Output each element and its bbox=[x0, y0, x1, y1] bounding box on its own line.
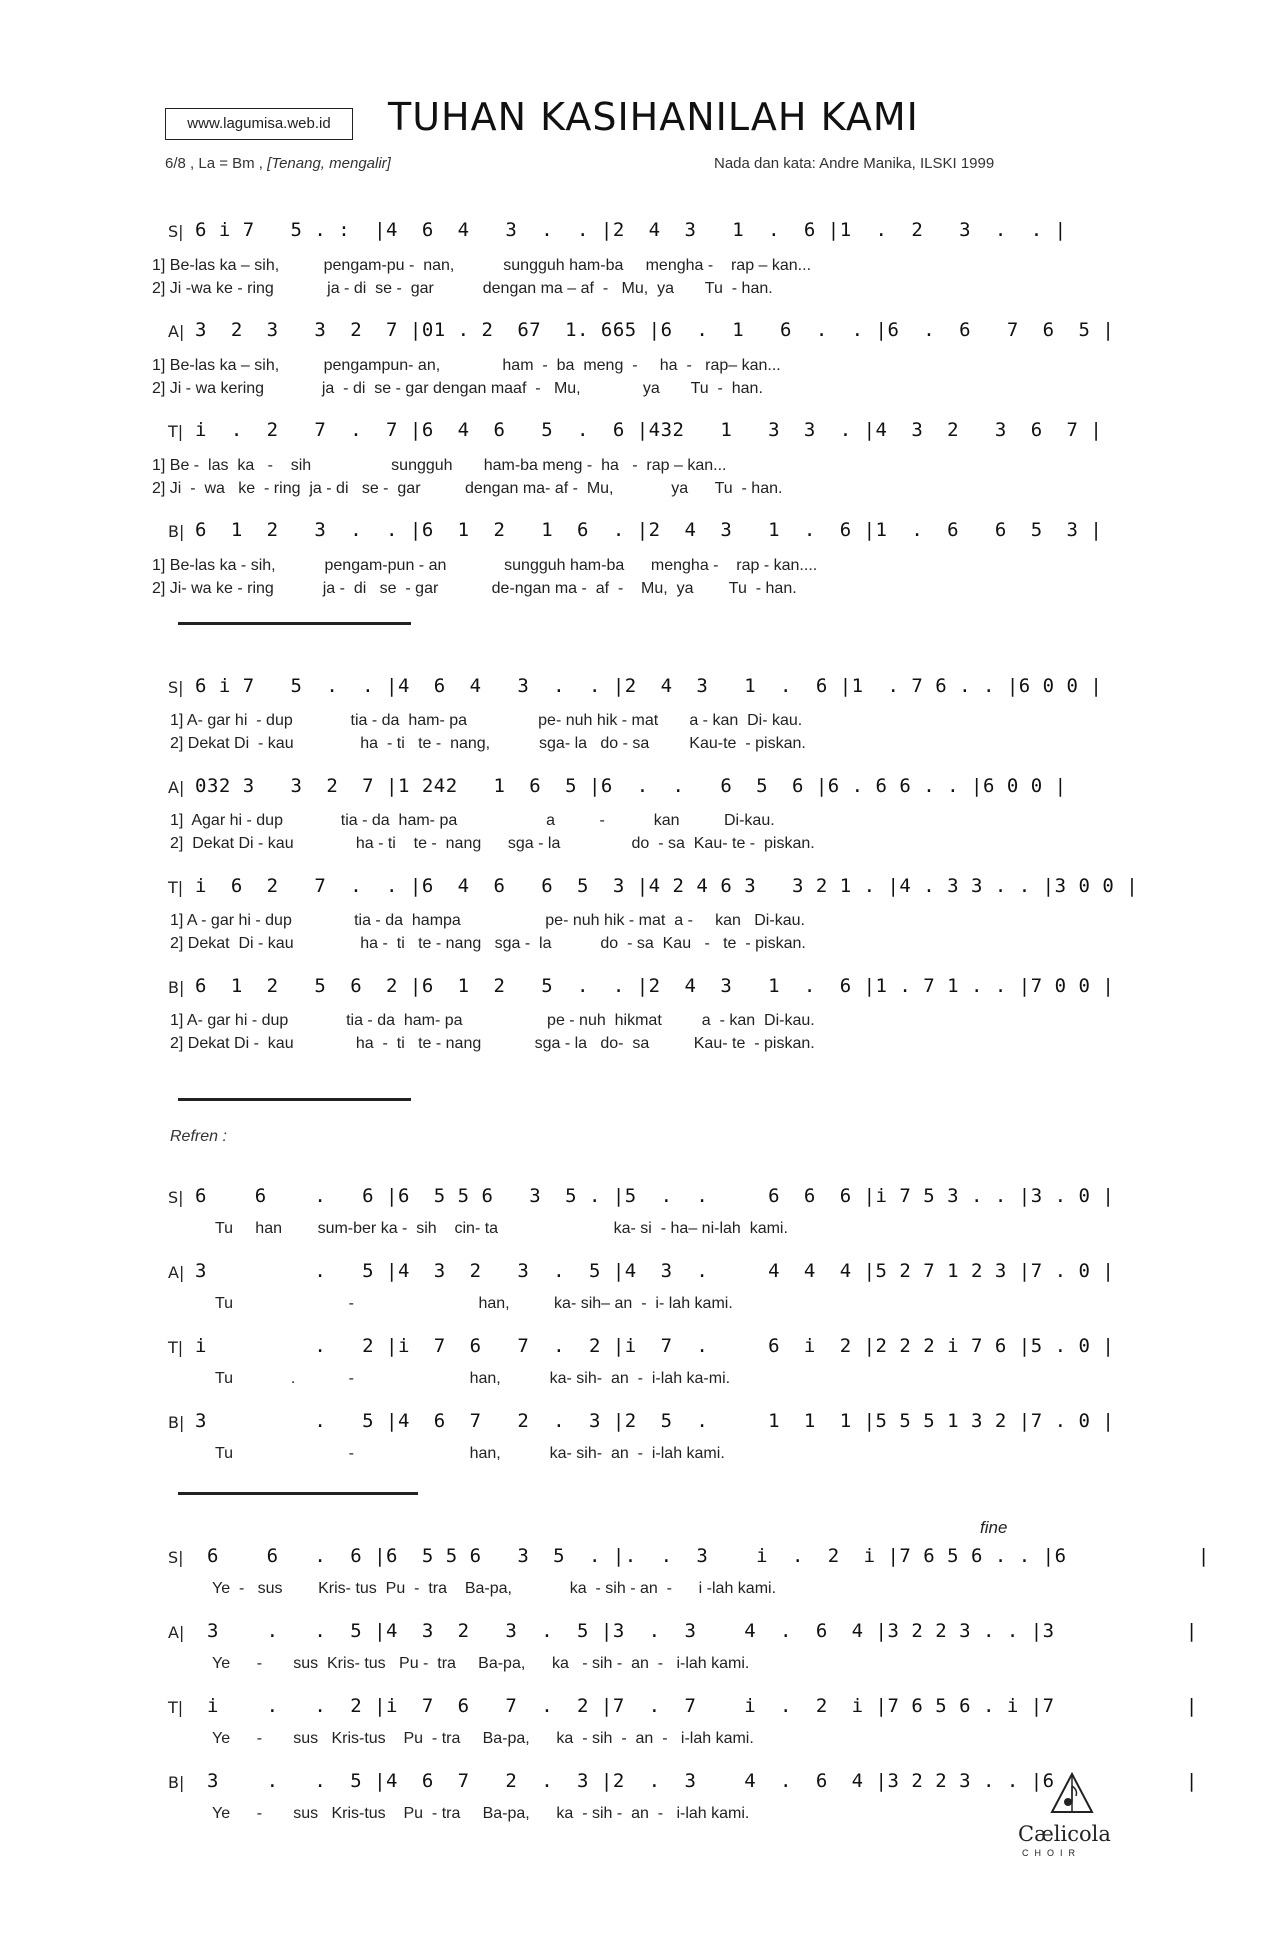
notes-line: 6 6 . 6 |6 5 5 6 3 5 . |. . 3 i . 2 i |7 6 5 6 . . |6 | bbox=[195, 1545, 1210, 1567]
voice-label: T| bbox=[168, 422, 184, 441]
lyric-line: 2] Ji -wa ke - ring ja - di se - gar dengan ma – af - Mu, ya Tu - han. bbox=[152, 280, 773, 297]
lyric-line: Ye - sus Kris- tus Pu - tra Ba-pa, ka - sih - an - i -lah kami. bbox=[212, 1580, 777, 1597]
notes-line: i . 2 |i 7 6 7 . 2 |i 7 . 6 i 2 |2 2 2 i 7 6 |5 . 0 | bbox=[195, 1335, 1115, 1357]
voice-label: T| bbox=[168, 1698, 184, 1717]
notes-line: 6 1 2 3 . . |6 1 2 1 6 . |2 4 3 1 . 6 |1 . 6 6 5 3 | bbox=[195, 519, 1103, 541]
lyric-line: 1] Be-las ka - sih, pengam-pun - an sungguh ham-ba mengha - rap - kan.... bbox=[152, 557, 818, 574]
tempo-marking: [Tenang, mengalir] bbox=[267, 155, 391, 172]
site-label: www.lagumisa.web.id bbox=[165, 108, 353, 140]
lyric-line: Tu - han, ka- sih– an - i- lah kami. bbox=[215, 1295, 733, 1312]
logo-subtitle: CHOIR bbox=[1022, 1848, 1081, 1858]
lyric-line: Ye - sus Kris-tus Pu - tra Ba-pa, ka - sih - an - i-lah kami. bbox=[212, 1730, 754, 1747]
lyric-line: 2] Dekat Di - kau ha - ti te - nang sga - la do - sa Kau - te - piskan. bbox=[170, 935, 806, 952]
voice-label: A| bbox=[168, 778, 185, 797]
notes-line: 6 1 2 5 6 2 |6 1 2 5 . . |2 4 3 1 . 6 |1 . 7 1 . . |7 0 0 | bbox=[195, 975, 1115, 997]
notes-line: 6 6 . 6 |6 5 5 6 3 5 . |5 . . 6 6 6 |i 7 5 3 . . |3 . 0 | bbox=[195, 1185, 1115, 1207]
voice-label: S| bbox=[168, 222, 184, 241]
notes-line: 3 . 5 |4 3 2 3 . 5 |4 3 . 4 4 4 |5 2 7 1 2 3 |7 . 0 | bbox=[195, 1260, 1115, 1282]
lyric-line: 2] Ji- wa ke - ring ja - di se - gar de-ngan ma - af - Mu, ya Tu - han. bbox=[152, 580, 797, 597]
lyric-line: 2] Ji - wa ke - ring ja - di se - gar dengan ma- af - Mu, ya Tu - han. bbox=[152, 480, 783, 497]
voice-label: A| bbox=[168, 322, 185, 341]
lyric-line: Tu . - han, ka- sih- an - i-lah ka-mi. bbox=[215, 1370, 731, 1387]
lyric-line: Ye - sus Kris- tus Pu - tra Ba-pa, ka - sih - an - i-lah kami. bbox=[212, 1655, 750, 1672]
notes-line: 6 i 7 5 . : |4 6 4 3 . . |2 4 3 1 . 6 |1 . 2 3 . . | bbox=[195, 219, 1067, 241]
notes-line: 032 3 3 2 7 |1 242 1 6 5 |6 . . 6 5 6 |6 . 6 6 . . |6 0 0 | bbox=[195, 775, 1067, 797]
voice-label: B| bbox=[168, 1773, 185, 1792]
lyric-line: 1] Agar hi - dup tia - da ham- pa a - kan Di-kau. bbox=[170, 812, 775, 829]
lyric-line: 1] A- gar hi - dup tia - da ham- pa pe - nuh hikmat a - kan Di-kau. bbox=[170, 1012, 815, 1029]
logo-name: Cælicola bbox=[1018, 1822, 1111, 1846]
lyric-line: 2] Dekat Di - kau ha - ti te - nang sga - la do- sa Kau- te - piskan. bbox=[170, 1035, 815, 1052]
lyric-line: Tu - han, ka- sih- an - i-lah kami. bbox=[215, 1445, 725, 1462]
voice-label: T| bbox=[168, 1338, 184, 1357]
notes-line: i 6 2 7 . . |6 4 6 6 5 3 |4 2 4 6 3 3 2 1 . |4 . 3 3 . . |3 0 0 | bbox=[195, 875, 1139, 897]
refrain-label: Refren : bbox=[170, 1128, 227, 1145]
voice-label: B| bbox=[168, 522, 185, 541]
lyric-line: 2] Ji - wa kering ja - di se - gar dengan maaf - Mu, ya Tu - han. bbox=[152, 380, 763, 397]
voice-label: S| bbox=[168, 1548, 184, 1567]
lyric-line: 1] Be - las ka - sih sungguh ham-ba meng - ha - rap – kan... bbox=[152, 457, 727, 474]
composer-credit: Nada dan kata: Andre Manika, ILSKI 1999 bbox=[714, 155, 995, 172]
lyric-line: 1] A- gar hi - dup tia - da ham- pa pe- nuh hik - mat a - kan Di- kau. bbox=[170, 712, 803, 729]
notes-line: 3 2 3 3 2 7 |01 . 2 67 1. 665 |6 . 1 6 . . |6 . 6 7 6 5 | bbox=[195, 319, 1115, 341]
voice-label: B| bbox=[168, 978, 185, 997]
lyric-line: Tu han sum-ber ka - sih cin- ta ka- si - ha– ni-lah kami. bbox=[215, 1220, 788, 1237]
notes-line: i . . 2 |i 7 6 7 . 2 |7 . 7 i . 2 i |7 6 5 6 . i |7 | bbox=[195, 1695, 1198, 1717]
section-divider bbox=[178, 1492, 418, 1495]
notes-line: 3 . 5 |4 6 7 2 . 3 |2 5 . 1 1 1 |5 5 5 1 3 2 |7 . 0 | bbox=[195, 1410, 1115, 1432]
key-info bbox=[165, 155, 391, 172]
lyric-line: Ye - sus Kris-tus Pu - tra Ba-pa, ka - sih - an - i-lah kami. bbox=[212, 1805, 750, 1822]
section-divider bbox=[178, 1098, 411, 1101]
notes-line: 3 . . 5 |4 3 2 3 . 5 |3 . 3 4 . 6 4 |3 2 2 3 . . |3 | bbox=[195, 1620, 1198, 1642]
voice-label: S| bbox=[168, 678, 184, 697]
section-divider bbox=[178, 622, 411, 625]
lyric-line: 2] Dekat Di - kau ha - ti te - nang, sga- la do - sa Kau-te - piskan. bbox=[170, 735, 806, 752]
voice-label: B| bbox=[168, 1413, 185, 1432]
lyric-line: 2] Dekat Di - kau ha - ti te - nang sga - la do - sa Kau- te - piskan. bbox=[170, 835, 815, 852]
notes-line: i . 2 7 . 7 |6 4 6 5 . 6 |432 1 3 3 . |4 3 2 3 6 7 | bbox=[195, 419, 1103, 441]
voice-label: A| bbox=[168, 1623, 185, 1642]
notes-line: 6 i 7 5 . . |4 6 4 3 . . |2 4 3 1 . 6 |1 . 7 6 . . |6 0 0 | bbox=[195, 675, 1103, 697]
fine-marking: fine bbox=[980, 1518, 1008, 1537]
voice-label: S| bbox=[168, 1188, 184, 1207]
lyric-line: 1] A - gar hi - dup tia - da hampa pe- nuh hik - mat a - kan Di-kau. bbox=[170, 912, 805, 929]
choir-logo-icon bbox=[1048, 1770, 1096, 1818]
voice-label: T| bbox=[168, 878, 184, 897]
key-prefix: 6/8 , La = Bm , bbox=[165, 155, 268, 172]
lyric-line: 1] Be-las ka – sih, pengampun- an, ham - ba meng - ha - rap– kan... bbox=[152, 357, 781, 374]
lyric-line: 1] Be-las ka – sih, pengam-pu - nan, sungguh ham-ba mengha - rap – kan... bbox=[152, 257, 812, 274]
notes-line: 3 . . 5 |4 6 7 2 . 3 |2 . 3 4 . 6 4 |3 2 2 3 . . |6 | bbox=[195, 1770, 1198, 1792]
song-title: TUHAN KASIHANILAH KAMI bbox=[388, 95, 919, 139]
voice-label: A| bbox=[168, 1263, 185, 1282]
